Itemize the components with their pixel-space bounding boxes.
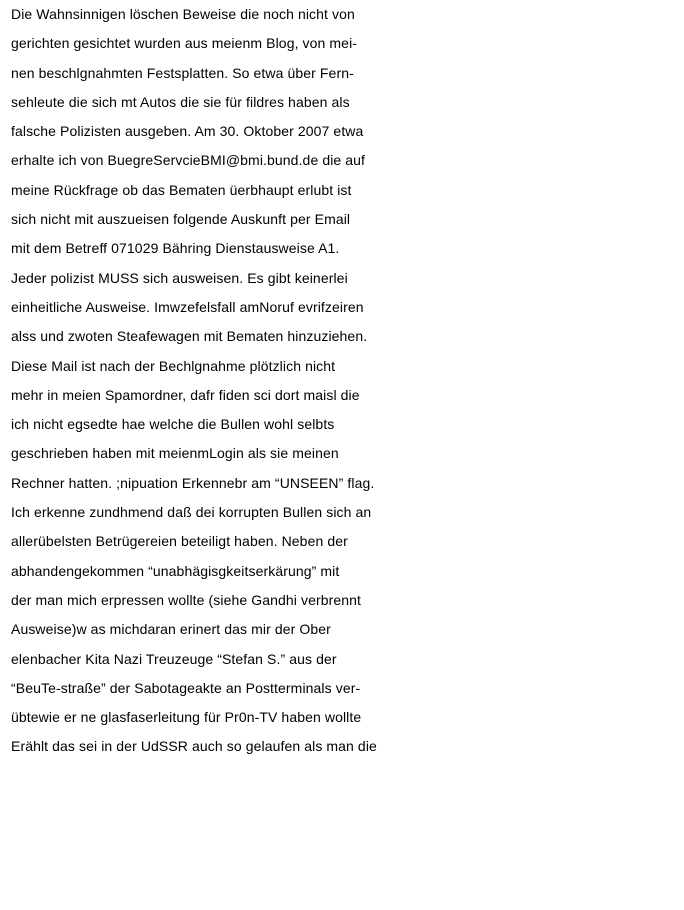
text-line: alss und zwoten Steafewagen mit Bematen hinzuziehen. bbox=[11, 328, 368, 345]
text-line: Diese Mail ist nach der Bechlgnahme plötzlich nicht bbox=[11, 357, 336, 374]
text-line: Rechner hatten. ;nipuation Erkennebr am “UNSEEN” flag. bbox=[11, 474, 375, 491]
text-line: Ich erkenne zundhmend daß dei korrupten Bullen sich an bbox=[11, 504, 372, 521]
document-page bbox=[11, 0, 683, 910]
text-line: falsche Polizisten ausgeben. Am 30. Oktober 2007 etwa bbox=[11, 123, 364, 140]
text-line: mit dem Betreff 071029 Bähring Dienstausweise A1. bbox=[11, 240, 340, 257]
text-line: abhandengekommen “unabhägisgkeitserkärung” mit bbox=[11, 562, 340, 579]
text-line: Erählt das sei in der UdSSR auch so gelaufen als man die bbox=[11, 738, 377, 755]
text-line: Jeder polizist MUSS sich ausweisen. Es gibt keinerlei bbox=[11, 269, 348, 286]
text-line: übtewie er ne glasfaserleitung für Pr0n-TV haben wollte bbox=[11, 709, 362, 726]
text-line: Die Wahnsinnigen löschen Beweise die noch nicht von bbox=[11, 6, 355, 22]
text-line: allerübelsten Betrügereien beteiligt haben. Neben der bbox=[11, 533, 348, 550]
text-line: sich nicht mit auszueisen folgende Auskunft per Email bbox=[11, 211, 351, 228]
text-line: “BeuTe-straße” der Sabotageakte an Postterminals ver- bbox=[11, 679, 361, 696]
text-line: nen beschlgnahmten Festsplatten. So etwa über Fern- bbox=[11, 64, 354, 81]
text-line: mehr in meien Spamordner, dafr fiden sci dort maisl die bbox=[11, 386, 360, 403]
text-line: sehleute die sich mt Autos die sie für fildres haben als bbox=[11, 93, 350, 110]
text-line: elenbacher Kita Nazi Treuzeuge “Stefan S.” aus der bbox=[11, 650, 337, 667]
text-line: einheitliche Ausweise. Imwzefelsfall amNoruf evrifzeiren bbox=[11, 298, 364, 315]
text-line: gerichten gesichtet wurden aus meienm Blog, von mei- bbox=[11, 35, 358, 52]
text-line: ich nicht egsedte hae welche die Bullen wohl selbts bbox=[11, 416, 335, 433]
text-line: geschrieben haben mit meienmLogin als sie meinen bbox=[11, 445, 339, 462]
text-line: Ausweise)w as michdaran erinert das mir der Ober bbox=[11, 621, 331, 638]
text-line: erhalte ich von BuegreServcieBMI@bmi.bund.de die auf bbox=[11, 152, 366, 169]
text-line: der man mich erpressen wollte (siehe Gandhi verbrennt bbox=[11, 591, 362, 608]
text-line: meine Rückfrage ob das Bematen üerbhaupt erlubt ist bbox=[11, 181, 352, 198]
